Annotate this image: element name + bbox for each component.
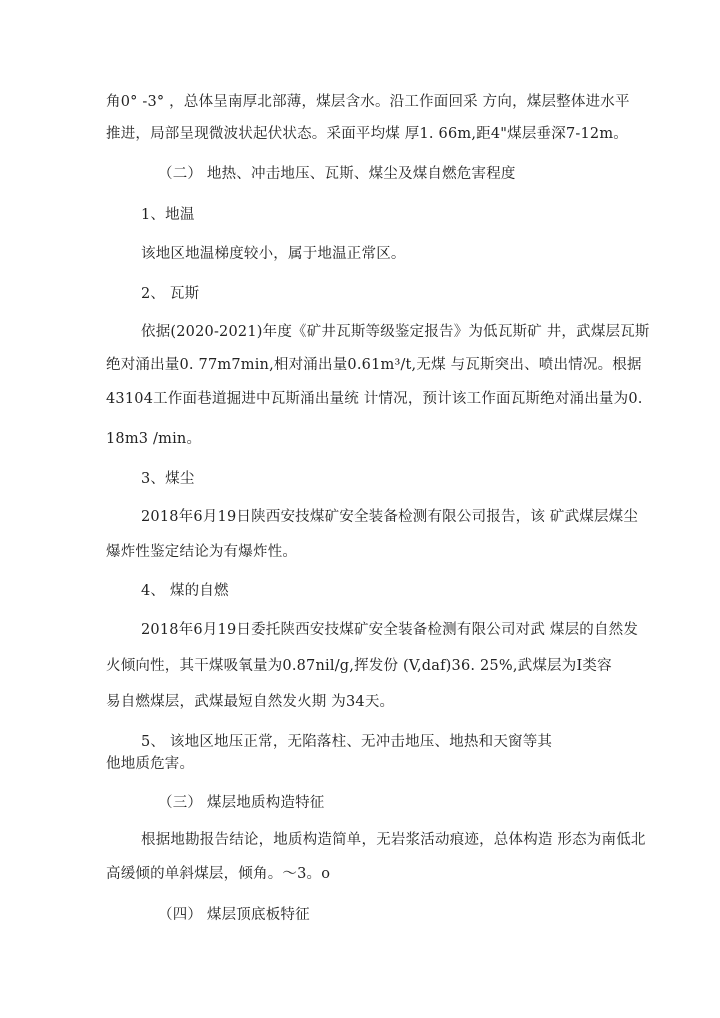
paragraph-line: 该地区地温梯度较小，属于地温正常区。 — [141, 246, 406, 262]
subheading-gas: 2、 瓦斯 — [141, 286, 200, 302]
paragraph-line: 5、 该地区地压正常，无陷落柱、无冲击地压、地热和天窗等其 — [141, 734, 553, 750]
paragraph-line: 易自燃煤层，武煤最短自然发火期 为34天。 — [106, 694, 395, 710]
section-heading-4: （四） 煤层顶底板特征 — [158, 907, 310, 923]
paragraph-line: 18m3 /min。 — [106, 431, 202, 447]
paragraph-line: 火倾向性，其干煤吸氧量为0.87nil/g,挥发份 (V,daf)36. 25%,武煤层为I类容 — [106, 658, 612, 674]
paragraph-line: 2018年6月19日委托陕西安技煤矿安全装备检测有限公司对武 煤层的自然发 — [141, 622, 639, 638]
paragraph-line: 角0° -3° ，总体呈南厚北部薄，煤层含水。沿工作面回采 方向，煤层整体进水平 — [106, 94, 630, 110]
subheading-spontaneous-combustion: 4、 煤的自燃 — [141, 583, 229, 599]
paragraph-line: 高缓倾的单斜煤层，倾角。〜3。o — [106, 866, 331, 882]
paragraph-line: 43104工作面巷道掘进中瓦斯涌出量统 计情况，预计该工作面瓦斯绝对涌出量为0. — [106, 391, 643, 407]
paragraph-line: 他地质危害。 — [106, 756, 195, 772]
paragraph-line: 依据(2020-2021)年度《矿井瓦斯等级鉴定报告》为低瓦斯矿 井，武煤层瓦斯 — [141, 324, 650, 340]
paragraph-line: 根据地勘报告结论，地质构造简单，无岩浆活动痕迹，总体构造 形态为南低北 — [141, 832, 646, 848]
subheading-coal-dust: 3、煤尘 — [141, 471, 195, 487]
paragraph-line: 推进，局部呈现微波状起伏状态。采面平均煤 厚1. 66m,距4"煤层垂深7-12m。 — [106, 126, 628, 142]
subheading-ground-temperature: 1、地温 — [141, 207, 195, 223]
paragraph-line: 绝对涌出量0. 77m7min,相对涌出量0.61m³/t,无煤 与瓦斯突出、喷出情况。根据 — [106, 357, 642, 373]
paragraph-line: 2018年6月19日陕西安技煤矿安全装备检测有限公司报告，该 矿武煤层煤尘 — [141, 509, 639, 525]
paragraph-line: 爆炸性鉴定结论为有爆炸性。 — [106, 544, 298, 560]
section-heading-2: （二） 地热、冲击地压、瓦斯、煤尘及煤自燃危害程度 — [158, 166, 516, 182]
section-heading-3: （三） 煤层地质构造特征 — [158, 795, 325, 811]
